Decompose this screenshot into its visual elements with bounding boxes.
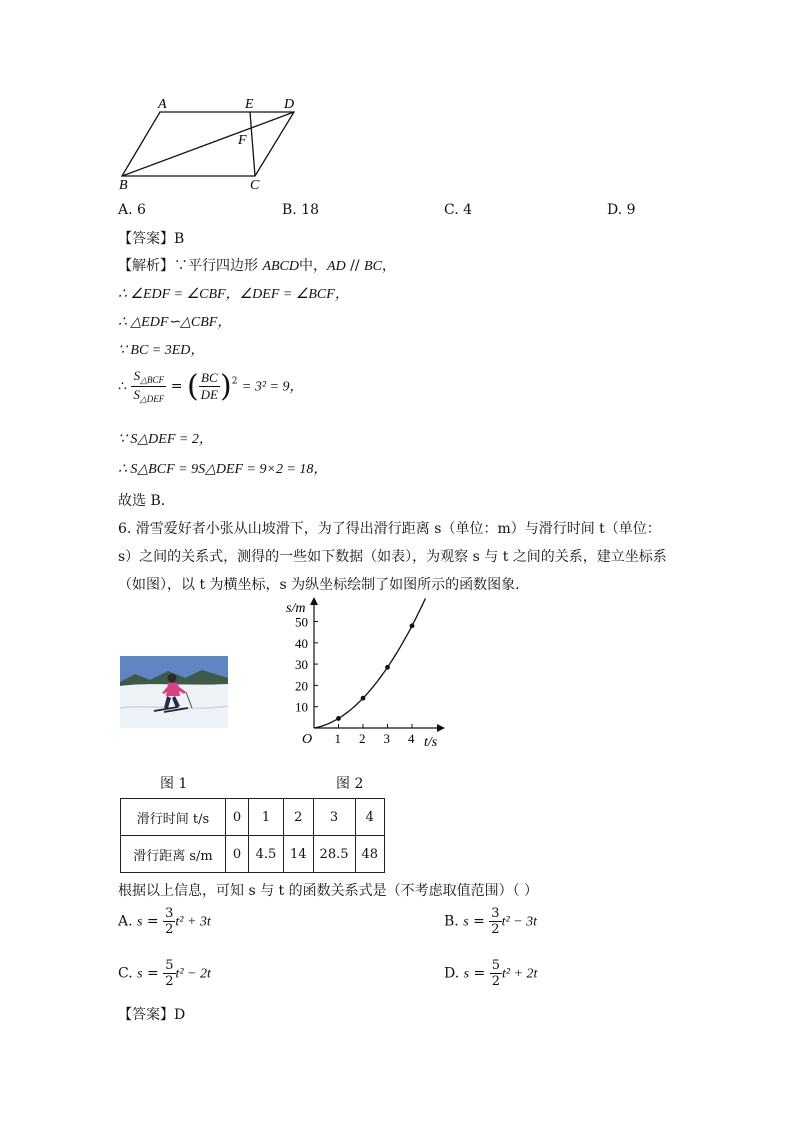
frac-num: 3 — [165, 906, 174, 921]
frac-num: 5 — [165, 958, 174, 973]
bc: BC — [364, 259, 382, 274]
ad: AD — [327, 259, 346, 274]
function-graph — [282, 596, 452, 756]
s-var: s — [463, 966, 470, 982]
data-table — [120, 798, 385, 873]
q6-line-2: s）之间的关系式，测得的一些如下数据（如表），为观察 s 与 t 之间的关系，建立坐标系 — [118, 549, 667, 565]
analysis-line-5: ∴ $\frac{S_{\triangle BCF}}{S_{\triangle DEF}}$ = ( $\frac{BC}{DE}$ )$^2$ = 3² = 9， — [118, 368, 304, 404]
option-letter: A. — [118, 913, 133, 930]
figure-1-caption: 图 1 — [160, 776, 188, 792]
option-a: A. 6 — [118, 202, 146, 218]
analysis-line-7: ∴ S△BCF = 9S△DEF = 9×2 = 18， — [118, 462, 328, 477]
option-d: D. 9 — [607, 202, 636, 218]
table-cell: 4.5 — [249, 836, 284, 873]
option-letter: B. — [444, 913, 459, 930]
option-rest: t² + 2t — [502, 966, 538, 982]
s-var: s — [137, 966, 143, 982]
option-rest: t² − 2t — [175, 966, 211, 982]
option-c: C. 4 — [444, 202, 473, 218]
data-point — [410, 623, 415, 628]
label-C: C — [250, 178, 260, 192]
bc-num: BC — [199, 370, 220, 387]
sub-bcf: △BCF — [140, 375, 165, 385]
q6-option-a — [118, 906, 211, 937]
q6-line-3: （如图），以 t 为横坐标，s 为纵坐标绘制了如图所示的函数图象. — [118, 577, 520, 593]
option-letter: D. — [444, 965, 460, 982]
table-cell: 14 — [284, 836, 314, 873]
x-tick-label: 3 — [383, 731, 390, 746]
equals: = — [473, 913, 485, 930]
frac-den: 2 — [165, 922, 174, 937]
data-point — [385, 665, 390, 670]
q6-option-c — [118, 958, 211, 989]
table-cell: 1 — [249, 799, 284, 836]
analysis-line-4: ∵ BC = 3ED， — [118, 343, 205, 358]
y-tick-label: 10 — [295, 699, 308, 715]
x-tick-label: 4 — [408, 731, 415, 746]
x-axis-label: t/s — [424, 735, 438, 750]
option-rest: t² − 3t — [501, 914, 538, 930]
y-tick-label: 20 — [295, 678, 308, 694]
parallel-symbol: // — [345, 258, 365, 274]
analysis-line-1 — [118, 255, 396, 275]
table-cell: 28.5 — [313, 836, 355, 873]
y-tick-label: 40 — [295, 635, 308, 651]
equals: = — [147, 965, 159, 982]
q6-answer: 【答案】D — [118, 1007, 186, 1023]
label-A: A — [158, 97, 167, 112]
analysis-line-2: ∴ ∠EDF = ∠CBF，∠DEF = ∠BCF， — [118, 287, 349, 302]
q6-option-b — [444, 906, 537, 937]
frac-num: 3 — [491, 906, 500, 921]
analysis-line-3: ∴ △EDF∽△CBF， — [118, 315, 232, 330]
frac-den: 2 — [491, 974, 501, 989]
table-header-time: 滑行时间 t/s — [121, 799, 226, 836]
function-curve — [314, 598, 426, 728]
label-B: B — [119, 178, 128, 192]
because-symbol: ∵ — [174, 258, 188, 274]
abcd: ABCD — [262, 259, 300, 274]
skier-photo — [120, 656, 228, 728]
parallelogram-figure — [112, 92, 312, 192]
therefore-symbol: ∴ — [118, 378, 127, 395]
y-axis-label: s/m — [286, 601, 306, 616]
table-cell: 4 — [355, 799, 385, 836]
y-tick-label: 50 — [295, 614, 308, 630]
table-cell: 3 — [313, 799, 355, 836]
analysis-line-8: 故选 B． — [118, 493, 175, 509]
frac-den: 2 — [491, 922, 500, 937]
origin-label: O — [302, 732, 313, 747]
y-tick-label: 30 — [295, 657, 308, 673]
option-letter: C. — [118, 965, 133, 982]
option-rest: t² + 3t — [175, 914, 211, 930]
equals: = — [473, 965, 486, 982]
q5-answer: 【答案】B — [118, 231, 185, 247]
table-header-distance: 滑行距离 s/m — [121, 836, 226, 873]
x-tick-label: 1 — [334, 731, 341, 746]
analysis-tag: 【解析】 — [118, 258, 174, 274]
table-row — [121, 836, 385, 873]
table-row — [121, 799, 385, 836]
sub-def: △DEF — [139, 394, 165, 404]
table-cell: 48 — [355, 836, 385, 873]
side-fraction — [199, 370, 220, 403]
equals: = — [146, 913, 159, 930]
analysis-text: 平行四边形 — [188, 258, 258, 274]
analysis-line-6: ∵ S△DEF = 2， — [118, 432, 213, 447]
data-point — [361, 696, 366, 701]
label-E: E — [245, 97, 254, 112]
area-result: = 3² = 9， — [241, 379, 304, 395]
q6-question: 根据以上信息，可知 s 与 t 的函数关系式是（不考虑取值范围）（ ） — [118, 883, 539, 899]
table-cell: 0 — [226, 836, 249, 873]
s-symbol: S — [133, 368, 141, 383]
frac-num: 5 — [491, 958, 501, 973]
table-cell: 2 — [284, 799, 314, 836]
figure-2-caption: 图 2 — [336, 776, 364, 792]
s-var: s — [463, 914, 469, 930]
option-b: B. 18 — [282, 202, 320, 218]
s-var: s — [137, 914, 143, 930]
analysis-mid: 中， — [299, 258, 328, 274]
label-D: D — [284, 97, 295, 112]
table-cell: 0 — [226, 799, 249, 836]
label-F: F — [238, 133, 247, 148]
area-fraction — [131, 368, 166, 405]
de-den: DE — [200, 387, 218, 402]
x-tick-label: 2 — [359, 731, 366, 746]
s-symbol: S — [133, 387, 140, 402]
q6-line-1: 6. 滑雪爱好者小张从山坡滑下，为了得出滑行距离 s（单位：m）与滑行时间 t（单位： — [118, 521, 661, 537]
comma: ， — [381, 258, 396, 274]
q6-option-d — [444, 958, 537, 989]
data-point — [336, 716, 341, 721]
frac-den: 2 — [165, 974, 174, 989]
